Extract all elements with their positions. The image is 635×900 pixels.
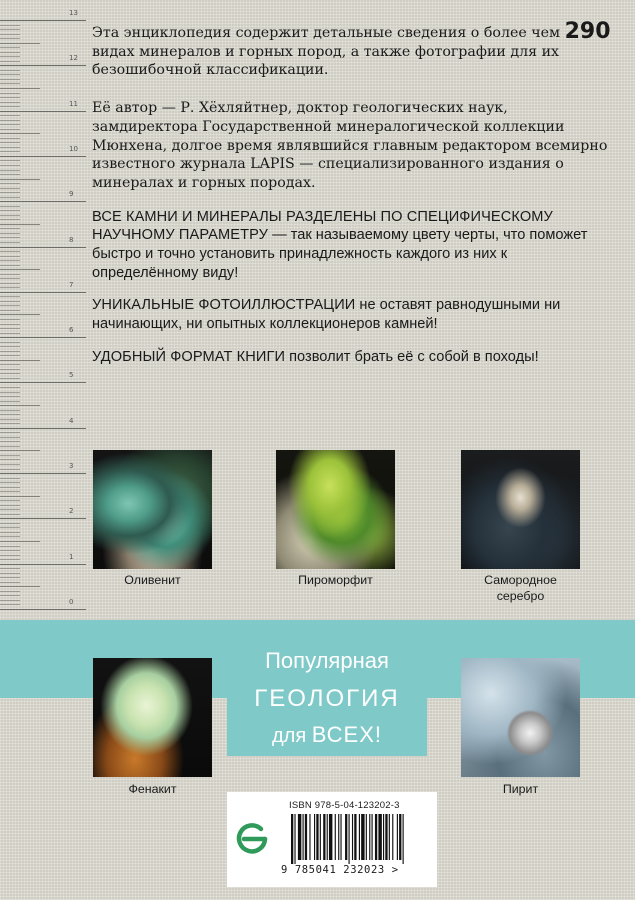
ruler-tick bbox=[0, 505, 20, 506]
ruler-tick bbox=[0, 124, 20, 125]
barcode-bar bbox=[340, 814, 341, 860]
photo-native-silver bbox=[461, 450, 580, 569]
barcode-bar bbox=[352, 814, 353, 860]
photo-phenakite bbox=[93, 658, 212, 777]
ruler-tick bbox=[0, 496, 40, 497]
barcode-bar bbox=[345, 814, 347, 860]
ruler-tick bbox=[0, 292, 86, 293]
ruler-tick bbox=[0, 224, 40, 225]
barcode-digits: 9 785041 232023 > bbox=[281, 864, 399, 876]
feature-format: УДОБНЫЙ ФОРМАТ КНИГИ позволит брать её с собой в походы! bbox=[92, 348, 539, 365]
ruler-tick bbox=[0, 156, 86, 157]
ruler-label: 11 bbox=[69, 99, 78, 108]
ruler-tick bbox=[0, 305, 20, 306]
barcode-bar bbox=[314, 814, 315, 860]
ruler-tick bbox=[0, 38, 20, 39]
barcode-bar bbox=[349, 814, 350, 864]
ruler-tick bbox=[0, 314, 40, 315]
ruler-tick bbox=[0, 65, 86, 66]
barcode-bar bbox=[329, 814, 332, 860]
ruler-label: 9 bbox=[69, 190, 74, 199]
ruler-tick bbox=[0, 382, 86, 383]
ruler-label: 3 bbox=[69, 462, 74, 470]
ruler-tick bbox=[0, 283, 20, 284]
series-title-line3: для ВСЕХ! bbox=[271, 722, 383, 747]
ruler-tick bbox=[0, 129, 20, 130]
ruler-tick bbox=[0, 265, 20, 266]
ruler-tick bbox=[0, 34, 20, 35]
ruler-tick bbox=[0, 43, 40, 44]
barcode-bar bbox=[366, 814, 367, 860]
ruler-tick bbox=[0, 487, 20, 488]
ruler-label: 5 bbox=[69, 371, 74, 380]
barcode-bar bbox=[298, 814, 301, 860]
ruler-tick bbox=[0, 428, 86, 429]
ruler-tick bbox=[0, 142, 20, 143]
ruler-tick bbox=[0, 215, 20, 216]
ruler-tick bbox=[0, 197, 20, 198]
barcode-bar bbox=[291, 814, 293, 864]
ruler-tick bbox=[0, 364, 20, 365]
ruler-tick bbox=[0, 115, 20, 116]
barcode-bar bbox=[309, 814, 310, 860]
ruler-tick bbox=[0, 582, 20, 583]
barcode-bar bbox=[403, 814, 404, 864]
ruler-tick bbox=[0, 165, 20, 166]
ruler-tick bbox=[0, 469, 20, 470]
ruler-tick bbox=[0, 206, 20, 207]
ruler-tick bbox=[0, 233, 20, 234]
barcode-bar bbox=[378, 814, 381, 860]
author-paragraph: Её автор — Р. Хёхляйтнер, доктор геологических наук, замдиректора Государственной минералогической коллекции Мюнхена, долгое время являвшийся главным редактором всемирно известного журнала LAPIS — специализированного издания о минералах и горных породах. bbox=[92, 100, 608, 191]
ruler-label: 6 bbox=[69, 326, 74, 335]
photo-olivenite bbox=[93, 450, 212, 569]
ruler-tick bbox=[0, 20, 86, 21]
ruler-tick bbox=[0, 414, 20, 415]
intro-paragraph: Эта энциклопедия содержит детальные сведения о более чем 290 видах минералов и горных пород, а также фотографии для их безошибочной классификации. bbox=[92, 19, 611, 79]
ruler-tick bbox=[0, 47, 20, 48]
series-title bbox=[227, 640, 427, 756]
ruler-tick bbox=[0, 373, 20, 374]
barcode-bar bbox=[372, 814, 373, 860]
caption-olivenite: Оливенит bbox=[124, 573, 181, 587]
ruler-tick bbox=[0, 459, 20, 460]
barcode-bar bbox=[338, 814, 339, 860]
ruler-tick bbox=[0, 464, 20, 465]
ruler-tick bbox=[0, 600, 20, 601]
ruler-tick bbox=[0, 473, 86, 474]
barcode-bar bbox=[375, 814, 377, 860]
ruler-tick bbox=[0, 324, 20, 325]
ruler-tick bbox=[0, 369, 20, 370]
barcode-bar bbox=[399, 814, 401, 860]
ruler-label: 4 bbox=[69, 416, 74, 425]
ruler-tick bbox=[0, 523, 20, 524]
ruler-tick bbox=[0, 591, 20, 592]
ruler-tick bbox=[0, 401, 20, 402]
barcode-bar bbox=[335, 814, 336, 860]
ruler-tick bbox=[0, 419, 20, 420]
ruler-tick bbox=[0, 342, 20, 343]
series-title-line2: ГЕОЛОГИЯ bbox=[254, 685, 400, 712]
ruler-tick bbox=[0, 432, 20, 433]
ruler-tick bbox=[0, 478, 20, 479]
ruler bbox=[0, 0, 92, 610]
ruler-tick bbox=[0, 52, 20, 53]
barcode-panel bbox=[227, 792, 437, 887]
description-text bbox=[92, 19, 612, 367]
caption-phenakite: Фенакит bbox=[128, 782, 177, 796]
ruler-tick bbox=[0, 609, 86, 610]
ruler-tick bbox=[0, 260, 20, 261]
ruler-tick bbox=[0, 568, 20, 569]
ruler-tick bbox=[0, 188, 20, 189]
ruler-tick bbox=[0, 450, 40, 451]
ruler-tick bbox=[0, 564, 86, 565]
ruler-label: 13 bbox=[69, 9, 78, 17]
ruler-tick bbox=[0, 536, 20, 537]
ruler-tick bbox=[0, 93, 20, 94]
ruler-tick bbox=[0, 532, 20, 533]
ruler-label: 12 bbox=[69, 54, 78, 63]
ruler-tick bbox=[0, 29, 20, 30]
ruler-tick bbox=[0, 97, 20, 98]
ruler-tick bbox=[0, 509, 20, 510]
ruler-tick bbox=[0, 237, 20, 238]
barcode-bar bbox=[361, 814, 364, 860]
ruler-tick bbox=[0, 378, 20, 379]
ruler-tick bbox=[0, 446, 20, 447]
ruler-tick bbox=[0, 337, 86, 338]
ruler-label: 8 bbox=[69, 235, 74, 244]
ruler-tick bbox=[0, 83, 20, 84]
species-count: 290 bbox=[564, 19, 611, 44]
publisher-logo-icon bbox=[235, 819, 271, 859]
ruler-tick bbox=[0, 586, 40, 587]
ruler-tick bbox=[0, 174, 20, 175]
ruler-tick bbox=[0, 56, 20, 57]
ruler-label: 7 bbox=[69, 280, 74, 289]
isbn-text: ISBN 978-5-04-123202-3 bbox=[289, 800, 400, 811]
barcode-bar bbox=[392, 814, 393, 860]
ruler-tick bbox=[0, 170, 20, 171]
ruler-tick bbox=[0, 355, 20, 356]
ruler-tick bbox=[0, 287, 20, 288]
ruler-tick bbox=[0, 70, 20, 71]
ruler-tick bbox=[0, 595, 20, 596]
ruler-tick bbox=[0, 396, 20, 397]
barcode-bar bbox=[294, 814, 295, 864]
ruler-tick bbox=[0, 192, 20, 193]
ruler-tick bbox=[0, 577, 20, 578]
barcode-bar bbox=[369, 814, 370, 860]
ruler-tick bbox=[0, 405, 40, 406]
ruler-tick bbox=[0, 133, 40, 134]
barcode-bar bbox=[303, 814, 304, 860]
ruler-tick bbox=[0, 242, 20, 243]
ruler-tick bbox=[0, 518, 86, 519]
ruler-tick bbox=[0, 183, 20, 184]
ruler-tick bbox=[0, 179, 40, 180]
ruler-tick bbox=[0, 559, 20, 560]
ruler-tick bbox=[0, 541, 40, 542]
ruler-tick bbox=[0, 328, 20, 329]
barcode-bar bbox=[383, 814, 384, 860]
ruler-tick bbox=[0, 79, 20, 80]
ruler-tick bbox=[0, 138, 20, 139]
ruler-tick bbox=[0, 160, 20, 161]
ruler-tick bbox=[0, 61, 20, 62]
ruler-tick bbox=[0, 301, 20, 302]
ruler-tick bbox=[0, 573, 20, 574]
ruler-tick bbox=[0, 310, 20, 311]
ruler-tick bbox=[0, 555, 20, 556]
barcode-bar bbox=[397, 814, 398, 860]
ruler-tick bbox=[0, 514, 20, 515]
ruler-tick bbox=[0, 251, 20, 252]
barcode-bar bbox=[323, 814, 325, 860]
feature-streak-color: ВСЕ КАМНИ И МИНЕРАЛЫ РАЗДЕЛЕНЫ ПО СПЕЦИФИЧЕСКОМУ НАУЧНОМУ ПАРАМЕТРУ — так называемому цвету черты, что поможет быстро и точно установить принадлежность каждого из них к определённому виду! bbox=[92, 208, 588, 281]
ruler-tick bbox=[0, 111, 86, 112]
barcode-bars bbox=[289, 814, 429, 864]
ruler-label: 2 bbox=[69, 507, 74, 516]
ruler-label: 0 bbox=[69, 597, 74, 606]
ruler-tick bbox=[0, 392, 20, 393]
ruler-tick bbox=[0, 219, 20, 220]
ruler-tick bbox=[0, 482, 20, 483]
ruler-tick bbox=[0, 151, 20, 152]
ruler-tick bbox=[0, 387, 20, 388]
ruler-tick bbox=[0, 228, 20, 229]
ruler-tick bbox=[0, 410, 20, 411]
ruler-tick bbox=[0, 351, 20, 352]
photo-pyrite bbox=[461, 658, 580, 777]
ruler-tick bbox=[0, 74, 20, 75]
barcode-bar bbox=[320, 814, 321, 860]
barcode-bar bbox=[354, 814, 356, 860]
barcode-bar bbox=[305, 814, 307, 860]
ruler-tick bbox=[0, 437, 20, 438]
barcode-bar bbox=[327, 814, 328, 860]
ruler-tick bbox=[0, 201, 86, 202]
ruler-label: 10 bbox=[69, 144, 78, 153]
ruler-tick bbox=[0, 25, 20, 26]
ruler-tick bbox=[0, 269, 40, 270]
series-title-line1: Популярная bbox=[265, 648, 389, 673]
ruler-tick bbox=[0, 274, 20, 275]
ruler-tick bbox=[0, 423, 20, 424]
ruler-tick bbox=[0, 455, 20, 456]
ruler-tick bbox=[0, 120, 20, 121]
caption-pyromorphite: Пироморфит bbox=[298, 573, 373, 587]
ruler-tick bbox=[0, 500, 20, 501]
ruler-tick bbox=[0, 546, 20, 547]
barcode-bar bbox=[359, 814, 360, 860]
ruler-tick bbox=[0, 106, 20, 107]
ruler-tick bbox=[0, 491, 20, 492]
barcode-bar bbox=[385, 814, 387, 860]
ruler-tick bbox=[0, 296, 20, 297]
ruler-tick bbox=[0, 319, 20, 320]
ruler-tick bbox=[0, 604, 20, 605]
ruler-label: 1 bbox=[69, 552, 74, 561]
ruler-tick bbox=[0, 102, 20, 103]
ruler-tick bbox=[0, 256, 20, 257]
caption-native-silver: Самородное серебро bbox=[484, 573, 557, 603]
ruler-tick bbox=[0, 527, 20, 528]
ruler-tick bbox=[0, 346, 20, 347]
ruler-tick bbox=[0, 550, 20, 551]
feature-photos: УНИКАЛЬНЫЕ ФОТОИЛЛЮСТРАЦИИ не оставят равнодушными ни начинающих, ни опытных коллекционеров камней! bbox=[92, 297, 561, 333]
ruler-tick bbox=[0, 278, 20, 279]
photo-pyromorphite bbox=[276, 450, 395, 569]
barcode-bar bbox=[316, 814, 318, 860]
ruler-tick bbox=[0, 210, 20, 211]
ruler-tick bbox=[0, 333, 20, 334]
ruler-tick bbox=[0, 360, 40, 361]
ruler-tick bbox=[0, 247, 86, 248]
barcode-bar bbox=[389, 814, 390, 860]
ruler-tick bbox=[0, 147, 20, 148]
caption-pyrite: Пирит bbox=[502, 782, 539, 796]
ruler-tick bbox=[0, 88, 40, 89]
ruler-tick bbox=[0, 441, 20, 442]
